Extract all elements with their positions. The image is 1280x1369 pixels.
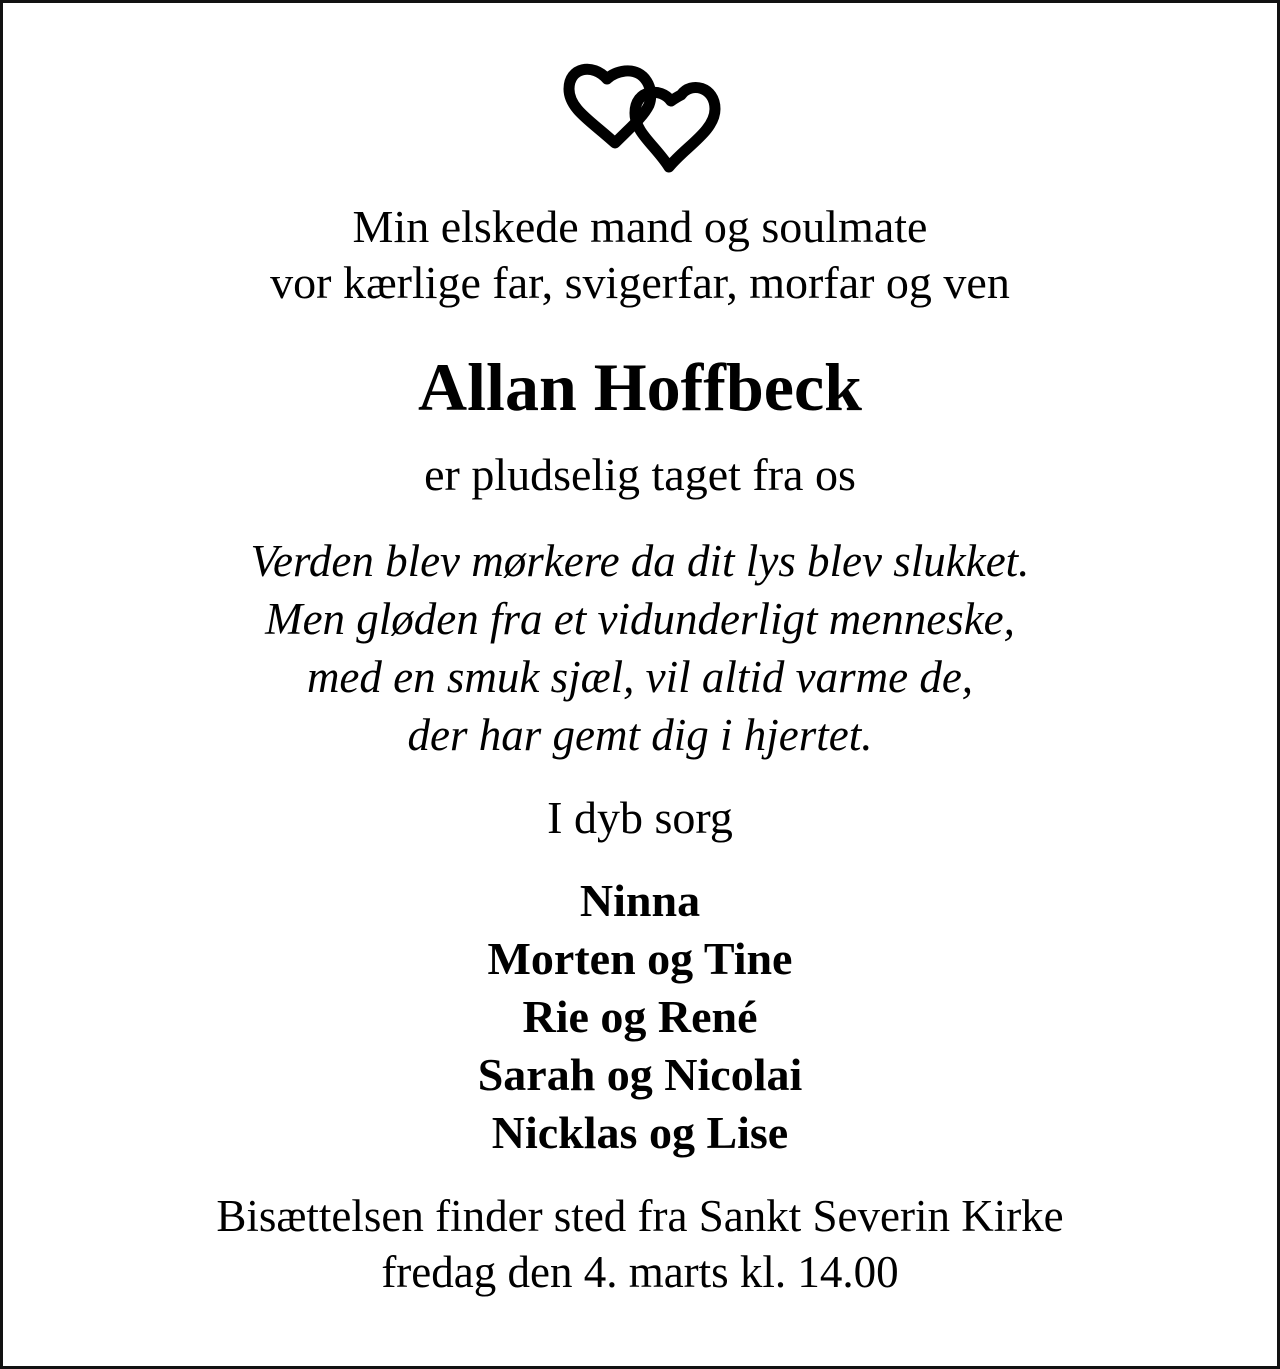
verse-line: Verden blev mørkere da dit lys blev slukket.: [250, 536, 1030, 586]
verse-line: med en smuk sjæl, vil altid varme de,: [306, 652, 974, 702]
mourners-list: [3, 872, 1277, 1162]
verse-line: Men gløden fra et vidunderligt menneske,: [265, 594, 1015, 644]
memorial-verse: [3, 532, 1277, 764]
intro-line: Min elskede mand og soulmate: [352, 201, 928, 252]
mourner-name: Rie og René: [522, 991, 758, 1042]
intro-text: [3, 199, 1277, 311]
deceased-name: Allan Hoffbeck: [418, 349, 862, 425]
mourner-name: Morten og Tine: [487, 933, 793, 984]
intro-line: vor kærlige far, svigerfar, morfar og ven: [270, 257, 1010, 308]
mourner-name: Ninna: [579, 875, 701, 926]
mourner-name: Sarah og Nicolai: [477, 1049, 803, 1100]
verse-line: der har gemt dig i hjertet.: [407, 710, 873, 760]
intertwined-hearts-icon: [563, 61, 727, 177]
passing-statement: er pludselig taget fra os: [424, 449, 856, 500]
service-line: Bisættelsen finder sted fra Sankt Severin Kirke: [216, 1191, 1064, 1241]
sorrow-heading: I dyb sorg: [547, 792, 733, 843]
service-line: fredag den 4. marts kl. 14.00: [381, 1247, 899, 1297]
mourner-name: Nicklas og Lise: [491, 1107, 789, 1158]
service-details: [3, 1188, 1277, 1300]
